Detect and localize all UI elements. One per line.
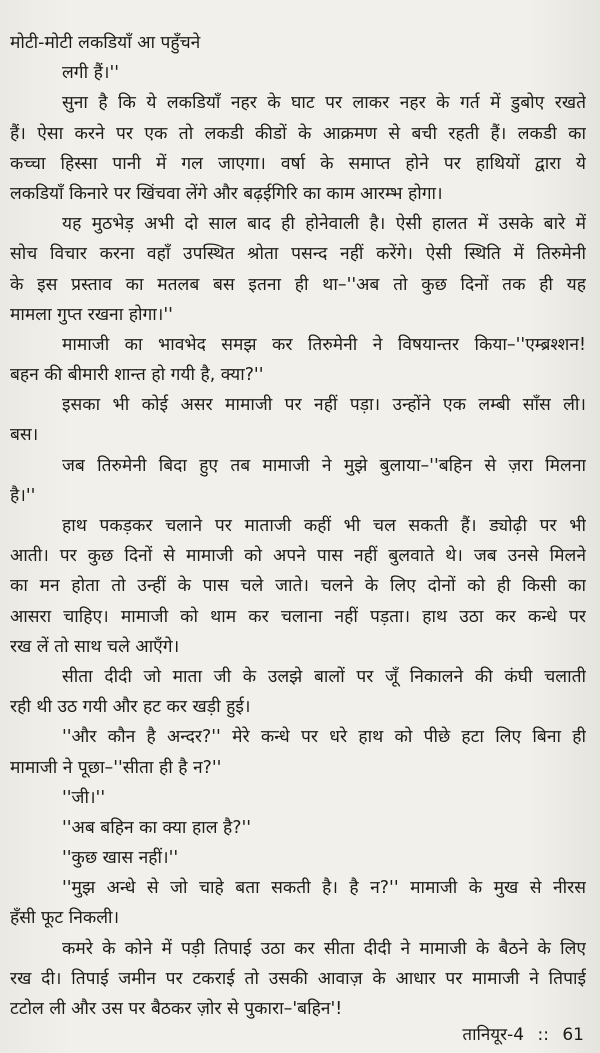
text-line: सुना है कि ये लकडियाँ नहर के घाट पर लाकर नहर के गर्त में डुबोए रखते (62, 93, 586, 114)
text-line: लकडियाँ किनारे पर खिंचवा लेंगे और बढ़ईगिरि का काम आरम्भ होगा। (10, 183, 443, 204)
text-line: मामाजी ने पूछा–''सीता ही है न?'' (10, 757, 222, 778)
text-line: सीता दीदी जो माता जी के उलझे बालों पर जूँ निकालने की कंघी चलाती (62, 666, 586, 687)
text-line: बस। (10, 425, 39, 446)
text-line: हाथ पकड़कर चलाने पर माताजी कहीं भी चल सकती हैं। ड्योढ़ी पर भी (62, 516, 586, 536)
page-number: 61 (562, 1025, 584, 1045)
text-line: हैं। ऐसा करने पर एक तो लकडी कीडों के आक्रमण से बची रहती हैं। लकडी का (10, 123, 586, 144)
book-title: तानियूर-4 (462, 1025, 525, 1045)
text-line: रख दी। तिपाई जमीन पर टकराई तो उसकी आवाज़ के आधार पर मामाजी ने तिपाई (10, 968, 586, 989)
footer-separator: :: (537, 1025, 549, 1045)
text-line: ''और कौन है अन्दर?'' मेरे कन्धे पर धरे हाथ को पीछे हटा लिए बिना ही (62, 727, 586, 748)
text-line: ''अब बहिन का क्या हाल है?'' (62, 817, 252, 838)
text-line: ''मुझ अन्धे से जो चाहे बता सकती है। है न?'' मामाजी के मुख से नीरस (62, 878, 586, 899)
text-line: ''कुछ खास नहीं।'' (62, 848, 179, 869)
text-line: कच्चा हिस्सा पानी में गल जाएगा। वर्षा के समाप्त होने पर हाथियों द्वारा ये (10, 153, 586, 174)
text-line: मामला गुप्त रखना होगा।'' (10, 304, 173, 325)
text-line: रख लें तो साथ चले आएँगे। (10, 636, 180, 657)
text-line: जब तिरुमेनी बिदा हुए तब मामाजी ने मुझे बुलाया–''बहिन से ज़रा मिलना (62, 455, 586, 476)
text-line: आसरा चाहिए। मामाजी को थाम कर चलाना नहीं पड़ता। हाथ उठा कर कन्धे पर (10, 606, 586, 627)
text-line: मोटी-मोटी लकडियाँ आ पहुँचने (10, 33, 201, 53)
text-line: इसका भी कोई असर मामाजी पर नहीं पड़ा। उन्होंने एक लम्बी साँस ली। (62, 395, 586, 416)
text-line: आती। पर कुछ दिनों से मामाजी को अपने पास नहीं बुलवाते थे। जब उनसे मिलने (10, 546, 586, 567)
page-footer (462, 1022, 584, 1045)
text-line: हँसी फूट निकली। (10, 908, 120, 929)
text-line: के इस प्रस्ताव का मतलब बस इतना ही था–''अब तो कुछ दिनों तक ही यह (10, 274, 586, 295)
text-line: यह मुठभेड़ अभी दो साल बाद ही होनेवाली है। ऐसी हालत में उसके बारे में (62, 214, 586, 235)
text-line: लगी हैं।'' (62, 63, 120, 84)
text-line: टटोल ली और उस पर बैठकर ज़ोर से पुकारा–'बहिन'! (10, 999, 343, 1019)
page-body (10, 28, 586, 1024)
text-line: कमरे के कोने में पड़ी तिपाई उठा कर सीता दीदी ने मामाजी के बैठने के लिए (62, 938, 586, 959)
text-line: का मन होता तो उन्हीं के पास चले जाते। चलने के लिए दोनों को ही किसी का (10, 576, 586, 597)
text-line: है।'' (10, 485, 36, 506)
text-line: ''जी।'' (62, 787, 106, 808)
text-line: सोच विचार करना वहाँ उपस्थित श्रोता पसन्द नहीं करेंगे। ऐसी स्थिति में तिरुमेनी (10, 244, 586, 265)
text-line: बहन की बीमारी शान्त हो गयी है, क्या?'' (10, 365, 264, 386)
text-line: रही थी उठ गयी और हट कर खड़ी हुई। (10, 697, 251, 718)
text-line: मामाजी का भावभेद समझ कर तिरुमेनी ने विषयान्तर किया–''एम्ब्रश्शन! (62, 334, 586, 355)
